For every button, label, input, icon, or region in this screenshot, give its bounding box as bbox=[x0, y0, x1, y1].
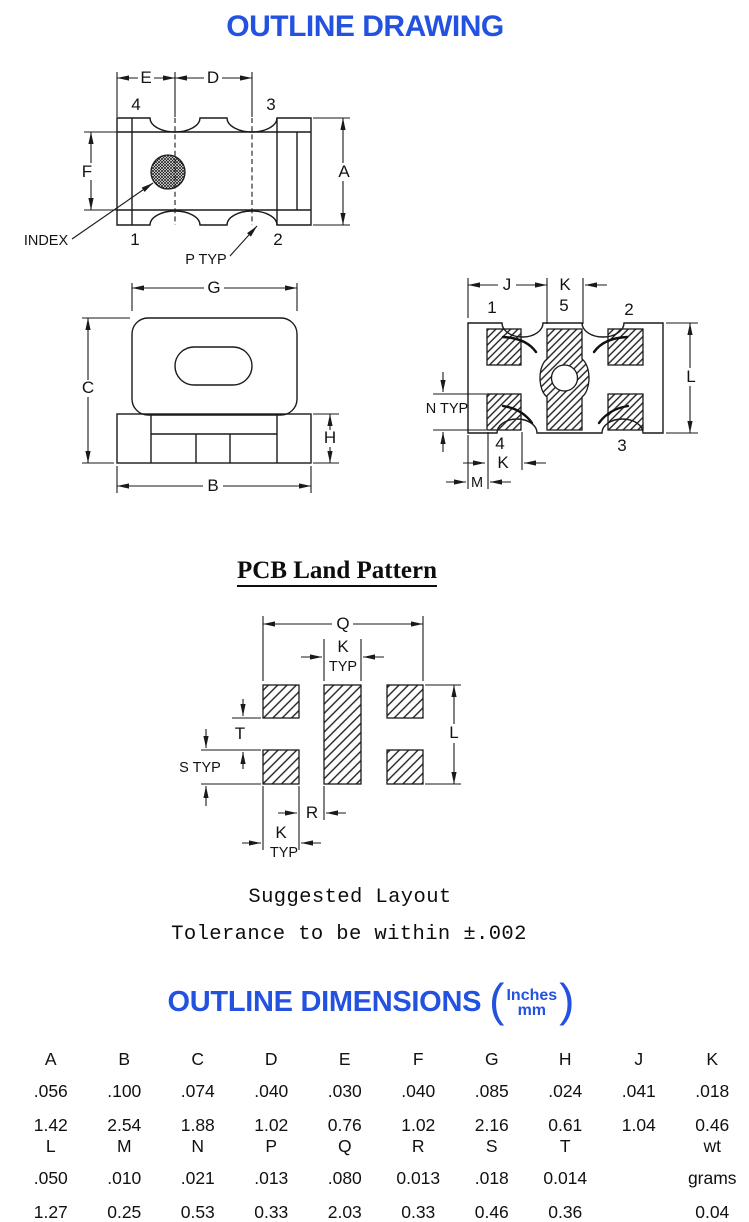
table-mm-cell: 0.25 bbox=[88, 1202, 162, 1222]
side-view-dimensions bbox=[82, 283, 339, 493]
center-hole bbox=[552, 365, 578, 391]
table-header-cell: K bbox=[676, 1049, 749, 1069]
index-dot bbox=[151, 155, 185, 189]
dim-label-q: Q bbox=[336, 614, 349, 633]
table-header-cell: D bbox=[235, 1049, 309, 1069]
table-header-cell: H bbox=[529, 1049, 603, 1069]
table-inches-cell: .030 bbox=[308, 1081, 382, 1101]
suggested-layout-caption: Suggested Layout bbox=[0, 886, 700, 909]
pin-label-4: 4 bbox=[131, 95, 140, 114]
table-header-cell: T bbox=[529, 1136, 603, 1156]
table-mm-cell: 1.88 bbox=[161, 1115, 235, 1135]
table-row-2-inches bbox=[14, 1168, 749, 1188]
pin-label-1: 1 bbox=[130, 230, 139, 249]
table-inches-cell: grams bbox=[676, 1168, 749, 1188]
table-mm-cell: 2.03 bbox=[308, 1202, 382, 1222]
table-inches-cell: 0.013 bbox=[382, 1168, 456, 1188]
s-typ-label: S TYP bbox=[179, 760, 221, 776]
table-header-cell: M bbox=[88, 1136, 162, 1156]
open-paren: ( bbox=[487, 980, 506, 1020]
dim-label-k-bottom: K bbox=[497, 453, 509, 472]
units-inches: Inches bbox=[506, 988, 557, 1003]
dim-label-m: M bbox=[471, 475, 483, 491]
table-header-cell: F bbox=[382, 1049, 456, 1069]
table-mm-cell: 0.36 bbox=[529, 1202, 603, 1222]
table-inches-cell: .040 bbox=[382, 1081, 456, 1101]
table-header-cell: G bbox=[455, 1049, 529, 1069]
table-mm-cell: 0.61 bbox=[529, 1115, 603, 1135]
table-inches-cell: .100 bbox=[88, 1081, 162, 1101]
table-row-1-inches bbox=[14, 1081, 749, 1101]
table-inches-cell: .021 bbox=[161, 1168, 235, 1188]
outline-dimensions-title bbox=[0, 982, 744, 1022]
land-pattern-heading-text: PCB Land Pattern bbox=[237, 557, 437, 587]
dim-label-b: B bbox=[207, 476, 218, 495]
top-view-outline bbox=[117, 118, 311, 225]
pin-label-2: 2 bbox=[624, 300, 633, 319]
dim-label-e: E bbox=[140, 68, 151, 87]
table-inches-cell: .024 bbox=[529, 1081, 603, 1101]
index-label: INDEX bbox=[24, 233, 69, 249]
bottom-view-drawing bbox=[415, 270, 705, 500]
table-inches-cell: .050 bbox=[14, 1168, 88, 1188]
pin-label-3: 3 bbox=[266, 95, 275, 114]
pin-label-2: 2 bbox=[273, 230, 282, 249]
table-header-cell: P bbox=[235, 1136, 309, 1156]
table-inches-cell: .074 bbox=[161, 1081, 235, 1101]
top-view-drawing bbox=[15, 60, 365, 280]
table-mm-cell: 0.46 bbox=[455, 1202, 529, 1222]
outline-dimensions-text: OUTLINE DIMENSIONS bbox=[168, 986, 482, 1019]
table-mm-cell: 1.02 bbox=[382, 1115, 456, 1135]
land-pad-bottom-left bbox=[263, 750, 299, 784]
land-pattern-heading bbox=[0, 557, 674, 585]
typ-label-top: TYP bbox=[329, 659, 357, 675]
top-view-dimensions bbox=[72, 72, 350, 256]
table-header-cell: L bbox=[14, 1136, 88, 1156]
dim-label-t: T bbox=[235, 724, 245, 743]
dim-label-d: D bbox=[207, 68, 219, 87]
typ-label-bottom: TYP bbox=[270, 845, 298, 861]
dim-label-c: C bbox=[82, 378, 94, 397]
table-header-cell: E bbox=[308, 1049, 382, 1069]
table-header-cell: J bbox=[602, 1049, 676, 1069]
table-inches-cell: .056 bbox=[14, 1081, 88, 1101]
pad-1 bbox=[487, 329, 521, 365]
table-mm-cell: 0.76 bbox=[308, 1115, 382, 1135]
table-inches-cell: .085 bbox=[455, 1081, 529, 1101]
dim-label-l: L bbox=[686, 367, 695, 386]
dim-label-r: R bbox=[306, 803, 318, 822]
pin-label-1: 1 bbox=[487, 298, 496, 317]
table-row-2-headers bbox=[14, 1136, 749, 1156]
table-inches-cell: .010 bbox=[88, 1168, 162, 1188]
table-header-cell: wt bbox=[676, 1136, 749, 1156]
land-pattern-pads bbox=[263, 685, 423, 784]
dim-label-k-top: K bbox=[337, 637, 349, 656]
table-mm-cell bbox=[602, 1202, 676, 1222]
dim-label-k-top: K bbox=[559, 275, 571, 294]
table-mm-cell: 1.27 bbox=[14, 1202, 88, 1222]
land-pad-bottom-right bbox=[387, 750, 423, 784]
table-header-cell: S bbox=[455, 1136, 529, 1156]
units-mm: mm bbox=[518, 1003, 546, 1018]
side-view-drawing bbox=[75, 280, 345, 500]
table-inches-cell bbox=[602, 1168, 676, 1188]
table-mm-cell: 2.16 bbox=[455, 1115, 529, 1135]
pad-4 bbox=[487, 394, 521, 430]
table-row-1-mm bbox=[14, 1115, 749, 1135]
table-header-cell: Q bbox=[308, 1136, 382, 1156]
table-mm-cell: 0.46 bbox=[676, 1115, 749, 1135]
table-header-cell: A bbox=[14, 1049, 88, 1069]
table-inches-cell: .018 bbox=[455, 1168, 529, 1188]
dim-label-k-bottom: K bbox=[275, 823, 287, 842]
land-pattern-drawing bbox=[160, 595, 470, 870]
table-header-cell: C bbox=[161, 1049, 235, 1069]
table-mm-cell: 1.02 bbox=[235, 1115, 309, 1135]
page-title: OUTLINE DRAWING bbox=[0, 10, 730, 44]
table-mm-cell: 2.54 bbox=[88, 1115, 162, 1135]
land-pad-top-right bbox=[387, 685, 423, 718]
pin-label-4: 4 bbox=[495, 434, 504, 453]
table-mm-cell: 0.04 bbox=[676, 1202, 749, 1222]
dim-label-l: L bbox=[449, 723, 458, 742]
pin-label-3: 3 bbox=[617, 436, 626, 455]
table-header-cell bbox=[602, 1136, 676, 1156]
dim-label-j: J bbox=[503, 275, 512, 294]
table-mm-cell: 1.04 bbox=[602, 1115, 676, 1135]
side-view-outline bbox=[117, 318, 311, 463]
dim-label-g: G bbox=[207, 278, 220, 297]
table-header-cell: B bbox=[88, 1049, 162, 1069]
pin-label-5: 5 bbox=[559, 296, 568, 315]
table-inches-cell: .013 bbox=[235, 1168, 309, 1188]
table-header-cell: N bbox=[161, 1136, 235, 1156]
pad-2 bbox=[608, 329, 643, 365]
table-inches-cell: 0.014 bbox=[529, 1168, 603, 1188]
table-inches-cell: .041 bbox=[602, 1081, 676, 1101]
land-pad-center bbox=[324, 685, 361, 784]
n-typ-label: N TYP bbox=[426, 401, 468, 417]
bottom-view-outline bbox=[468, 323, 663, 433]
p-typ-label: P TYP bbox=[185, 252, 226, 268]
table-header-cell: R bbox=[382, 1136, 456, 1156]
table-mm-cell: 0.33 bbox=[235, 1202, 309, 1222]
close-paren: ) bbox=[557, 980, 576, 1020]
table-mm-cell: 1.42 bbox=[14, 1115, 88, 1135]
table-row-2-mm bbox=[14, 1202, 749, 1222]
table-inches-cell: .018 bbox=[676, 1081, 749, 1101]
table-row-1-headers bbox=[14, 1049, 749, 1069]
tolerance-caption: Tolerance to be within ±.002 bbox=[0, 923, 698, 946]
table-inches-cell: .040 bbox=[235, 1081, 309, 1101]
table-mm-cell: 0.53 bbox=[161, 1202, 235, 1222]
dim-label-h: H bbox=[324, 428, 336, 447]
dim-label-a: A bbox=[338, 162, 350, 181]
land-pad-top-left bbox=[263, 685, 299, 718]
dim-label-f: F bbox=[82, 162, 92, 181]
table-mm-cell: 0.33 bbox=[382, 1202, 456, 1222]
table-inches-cell: .080 bbox=[308, 1168, 382, 1188]
